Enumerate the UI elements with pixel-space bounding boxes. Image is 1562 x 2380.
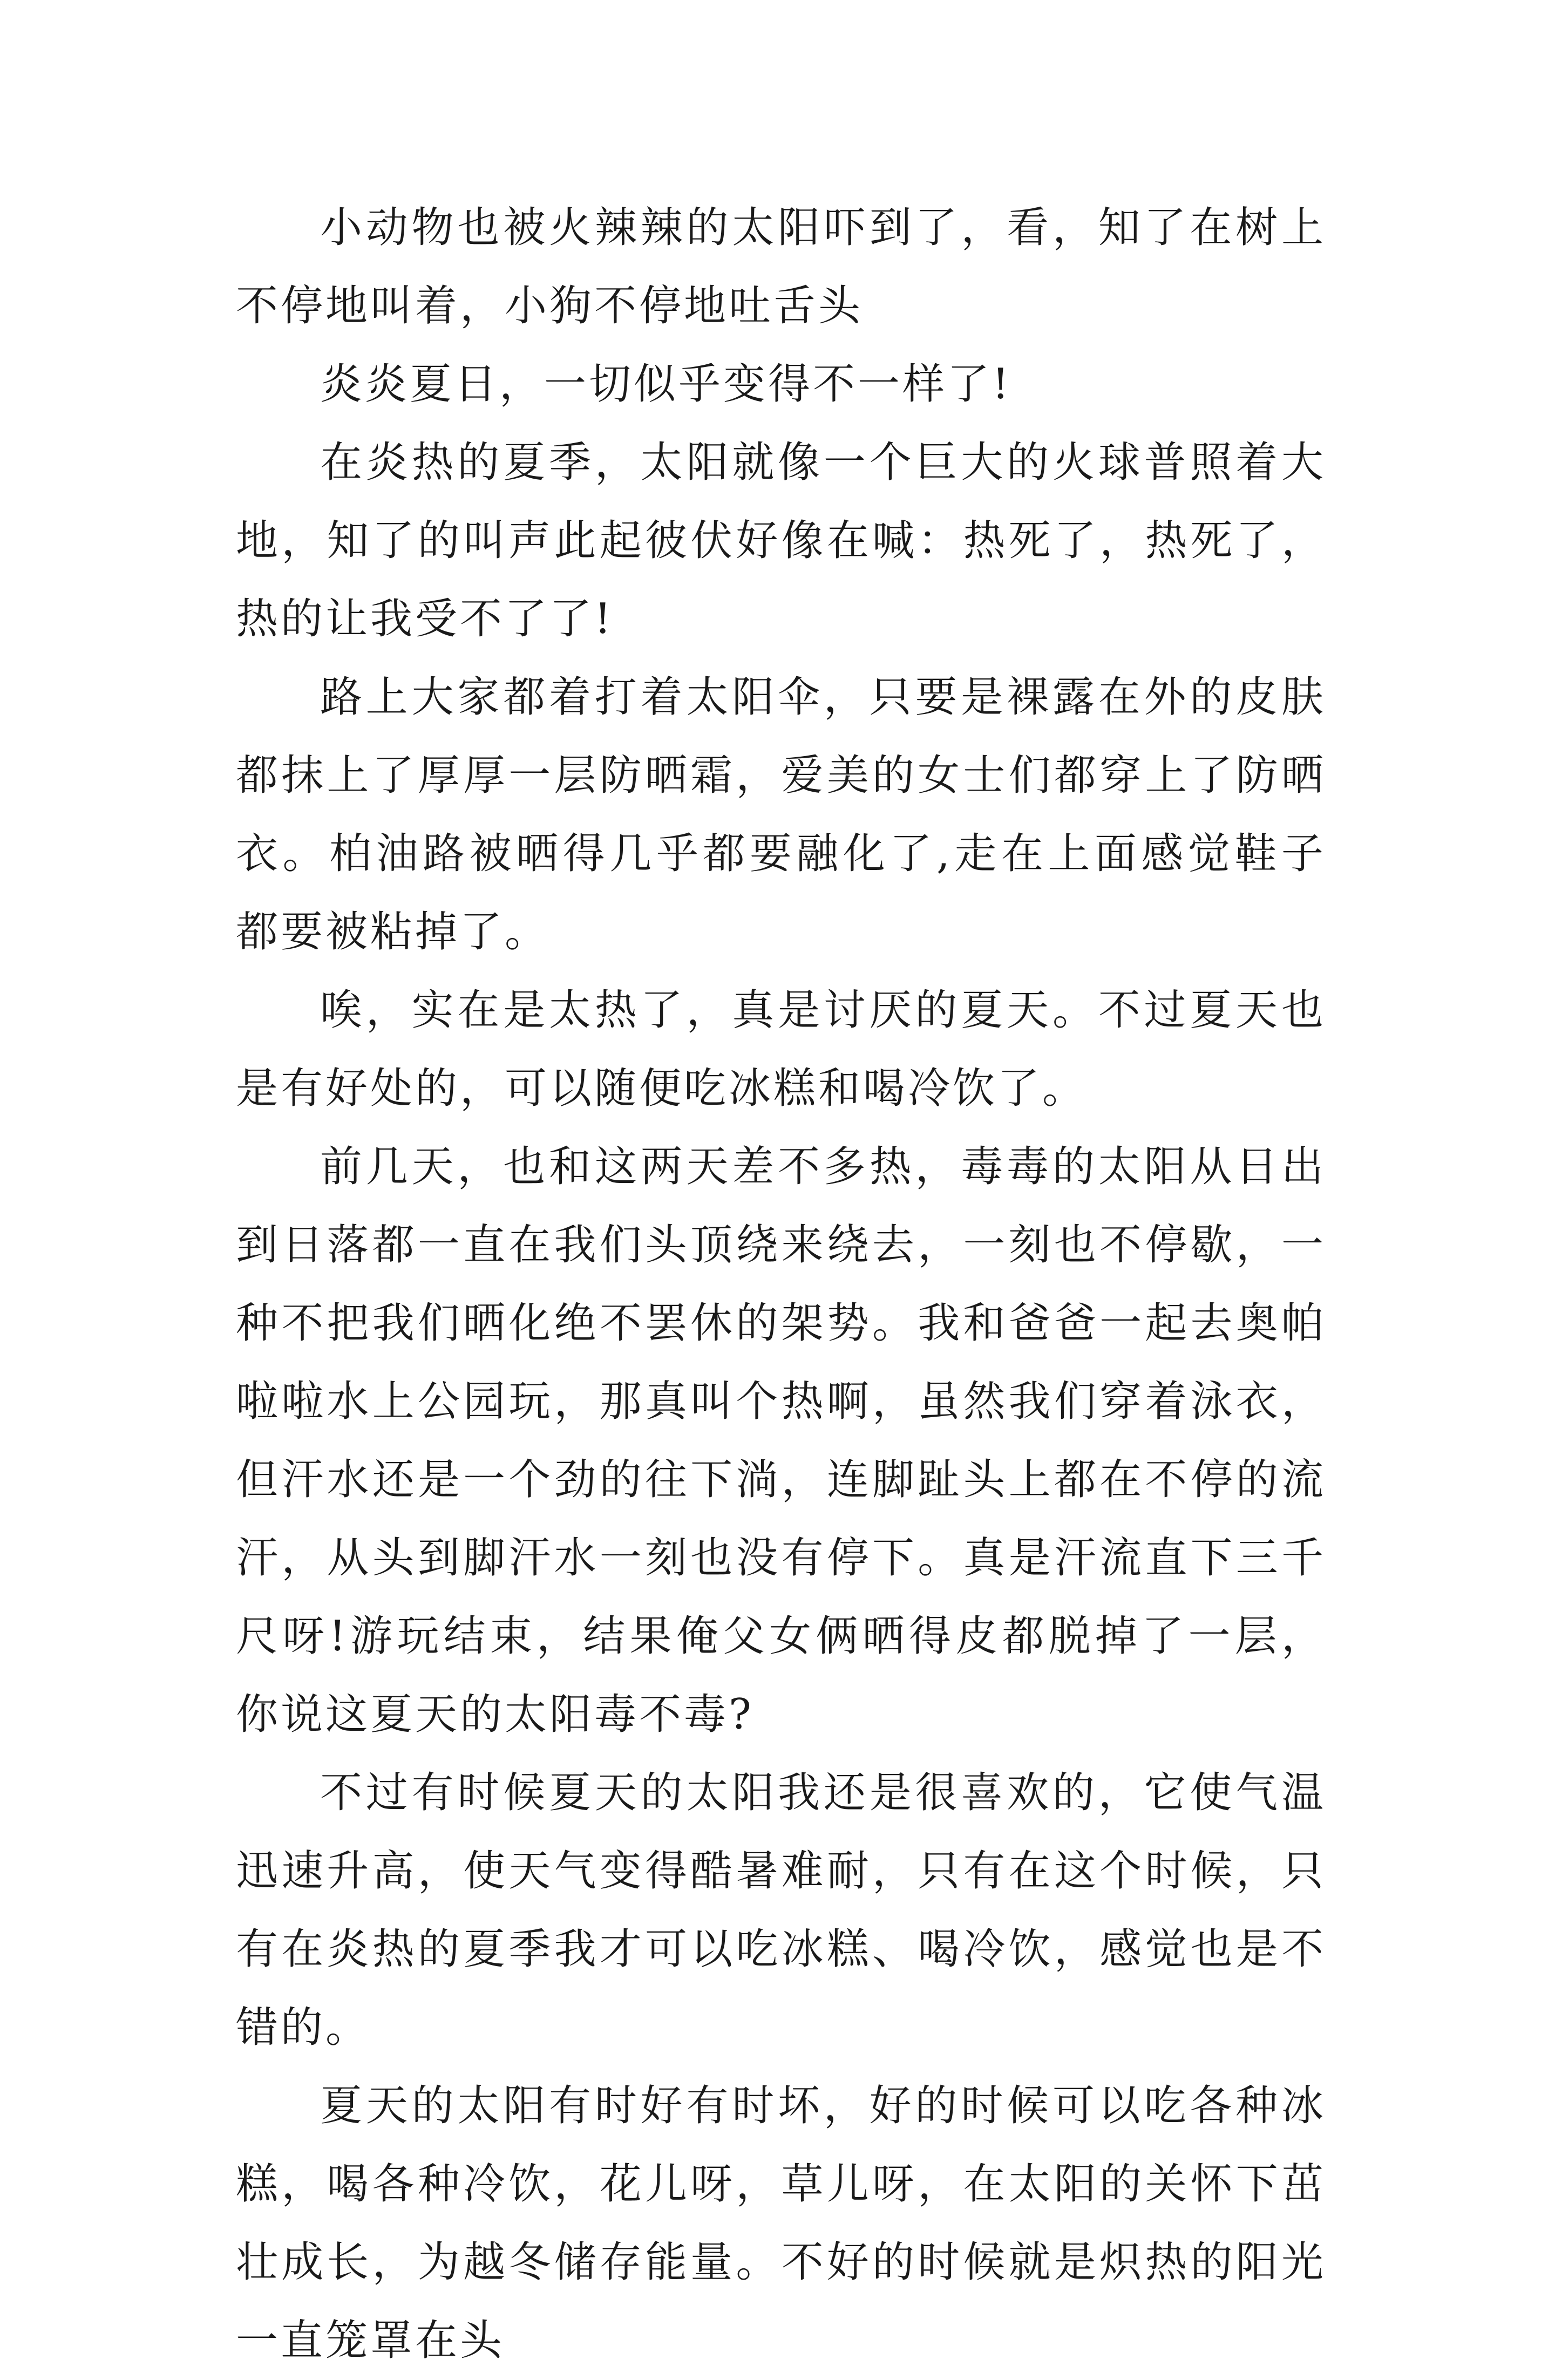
paragraph-1: 小动物也被火辣辣的太阳吓到了，看，知了在树上不停地叫着，小狗不停地吐舌头 bbox=[236, 203, 1326, 330]
paragraph-2: 炎炎夏日，一切似乎变得不一样了! bbox=[320, 360, 1012, 409]
paragraph-7: 不过有时候夏天的太阳我还是很喜欢的，它使气温迅速升高，使天气变得酷暑难耐，只有在这个时候，只有在炎热的夏季我才可以吃冰糕、喝冷饮，感觉也是不错的。 bbox=[236, 1769, 1326, 2052]
paragraph-3: 在炎热的夏季，太阳就像一个巨大的火球普照着大地，知了的叫声此起彼伏好像在喊：热死了，热死了，热的让我受不了了! bbox=[236, 438, 1326, 643]
paragraph-8: 夏天的太阳有时好有时坏，好的时候可以吃各种冰糕，喝各种冷饮，花儿呀，草儿呀，在太阳的关怀下茁壮成长，为越冬储存能量。不好的时候就是炽热的阳光一直笼罩在头 bbox=[236, 2082, 1326, 2365]
paragraph-6: 前几天，也和这两天差不多热，毒毒的太阳从日出到日落都一直在我们头顶绕来绕去，一刻也不停歇，一种不把我们晒化绝不罢休的架势。我和爸爸一起去奥帕啦啦水上公园玩，那真叫个热啊，虽然我们穿着泳衣，但汗水还是一个劲的往下淌，连脚趾头上都在不停的流汗，从头到脚汗水一刻也没有停下。真是汗流直下三千尺呀!游玩结束，结果俺父女俩晒得皮都脱掉了一层，你说这夏天的太阳毒不毒? bbox=[236, 1143, 1326, 1739]
paragraph-4: 路上大家都着打着太阳伞，只要是裸露在外的皮肤都抹上了厚厚一层防晒霜，爱美的女士们都穿上了防晒衣。柏油路被晒得几乎都要融化了,走在上面感觉鞋子都要被粘掉了。 bbox=[236, 673, 1326, 956]
essay-body bbox=[236, 189, 1326, 2380]
paragraph-5: 唉，实在是太热了，真是讨厌的夏天。不过夏天也是有好处的，可以随便吃冰糕和喝冷饮了。 bbox=[236, 986, 1326, 1113]
